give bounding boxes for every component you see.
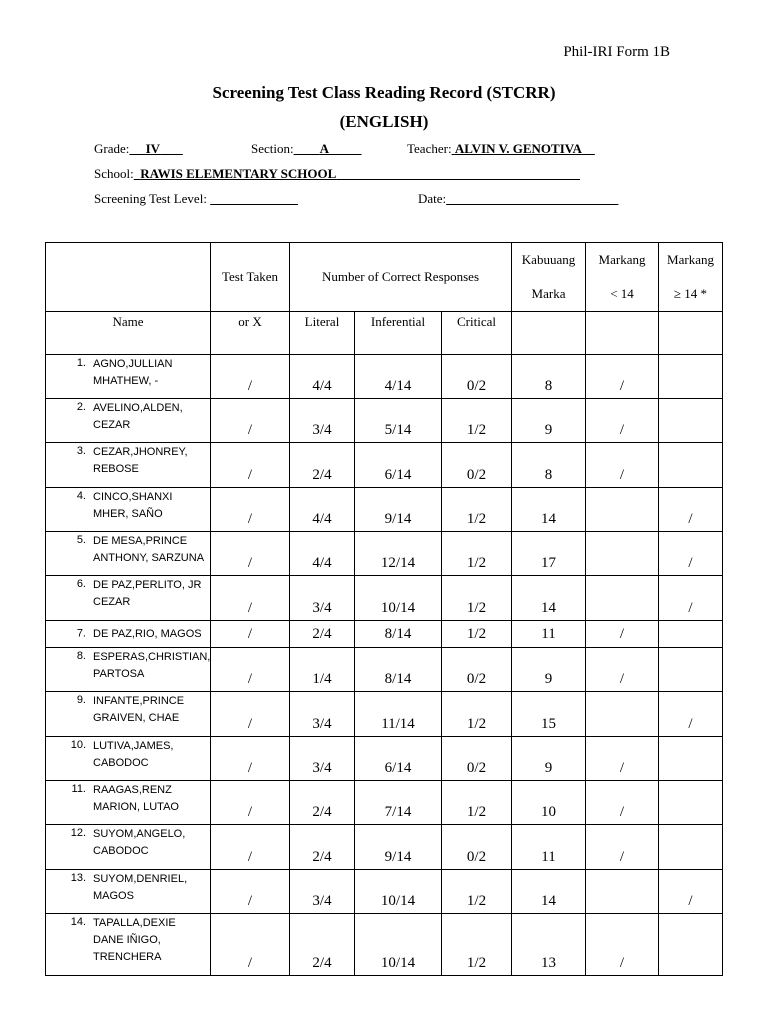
header-test-taken: Test Taken	[211, 243, 290, 312]
header-empty-2	[586, 312, 659, 355]
total-score-cell: 14	[512, 870, 586, 914]
critical-cell: 0/2	[442, 737, 512, 781]
critical-cell: 1/2	[442, 692, 512, 737]
student-name-line: CEZAR	[93, 596, 131, 608]
row-number: 5.	[76, 534, 86, 546]
markang-lt14-cell: /	[586, 355, 659, 399]
student-name-cell	[46, 737, 211, 781]
row-number: 6.	[76, 578, 86, 590]
student-name-cell	[46, 355, 211, 399]
student-name-cell	[46, 914, 211, 976]
student-name-line: TAPALLA,DEXIE	[93, 917, 176, 929]
form-id: Phil-IRI Form 1B	[563, 44, 670, 60]
markang-lt14-cell: /	[586, 914, 659, 976]
total-score-cell: 14	[512, 576, 586, 621]
table-row	[46, 443, 723, 488]
student-name-cell	[46, 532, 211, 576]
critical-cell: 1/2	[442, 576, 512, 621]
test-taken-cell: /	[211, 648, 290, 692]
header-markang-1: Markang	[598, 252, 646, 267]
markang-lt14-cell: /	[586, 781, 659, 825]
student-name-cell	[46, 781, 211, 825]
table-row	[46, 576, 723, 621]
inferential-cell: 12/14	[355, 532, 442, 576]
total-score-cell: 9	[512, 399, 586, 443]
critical-cell: 0/2	[442, 443, 512, 488]
test-taken-cell: /	[211, 443, 290, 488]
section-field	[251, 141, 362, 157]
header-literal: Literal	[290, 312, 355, 355]
row-number: 14.	[70, 916, 86, 928]
markang-ge14-cell	[659, 443, 723, 488]
table-row	[46, 737, 723, 781]
inferential-cell: 10/14	[355, 870, 442, 914]
literal-cell: 3/4	[290, 399, 355, 443]
header-kabuuang-marka	[512, 243, 586, 312]
table-row	[46, 488, 723, 532]
markang-lt14-cell	[586, 870, 659, 914]
student-name-line: INFANTE,PRINCE	[93, 695, 185, 707]
student-name-line: TRENCHERA	[93, 951, 162, 963]
header-ge14: ≥ 14 *	[673, 286, 708, 301]
student-name-line: ESPERAS,CHRISTIAN,	[93, 651, 211, 663]
inferential-cell: 7/14	[355, 781, 442, 825]
test-taken-cell: /	[211, 621, 290, 648]
header-markang-lt14	[586, 243, 659, 312]
grade-field	[94, 141, 183, 157]
literal-cell: 4/4	[290, 355, 355, 399]
student-name-line: ANTHONY, SARZUNA	[93, 552, 205, 564]
header-empty-1	[512, 312, 586, 355]
header-lt14: < 14	[610, 286, 634, 301]
teacher-value: ALVIN V. GENOTIVA	[454, 141, 582, 156]
teacher-label: Teacher:	[407, 141, 452, 156]
critical-cell: 0/2	[442, 825, 512, 870]
total-score-cell: 9	[512, 737, 586, 781]
student-name-line: DE PAZ,RIO, MAGOS	[93, 627, 202, 640]
literal-cell: 3/4	[290, 737, 355, 781]
row-number: 13.	[70, 872, 86, 884]
student-name-line: PARTOSA	[93, 668, 145, 680]
inferential-cell: 6/14	[355, 443, 442, 488]
table-row	[46, 692, 723, 737]
student-name-cell	[46, 648, 211, 692]
test-taken-cell: /	[211, 576, 290, 621]
table-row	[46, 914, 723, 976]
total-score-cell: 8	[512, 355, 586, 399]
markang-lt14-cell: /	[586, 825, 659, 870]
school-value: RAWIS ELEMENTARY SCHOOL	[140, 166, 337, 181]
markang-lt14-cell: /	[586, 621, 659, 648]
student-name-line: MHATHEW, -	[93, 375, 159, 387]
student-name-line: REBOSE	[93, 463, 139, 475]
row-number: 9.	[76, 694, 86, 706]
total-score-cell: 17	[512, 532, 586, 576]
table-row	[46, 648, 723, 692]
markang-lt14-cell	[586, 692, 659, 737]
inferential-cell: 9/14	[355, 488, 442, 532]
literal-cell: 3/4	[290, 576, 355, 621]
inferential-cell: 4/14	[355, 355, 442, 399]
student-name-line: DANE IÑIGO,	[93, 934, 161, 946]
critical-cell: 1/2	[442, 399, 512, 443]
total-score-cell: 8	[512, 443, 586, 488]
test-taken-cell: /	[211, 488, 290, 532]
markang-lt14-cell: /	[586, 443, 659, 488]
critical-cell: 0/2	[442, 355, 512, 399]
critical-cell: 1/2	[442, 621, 512, 648]
critical-cell: 1/2	[442, 870, 512, 914]
table-row	[46, 355, 723, 399]
date-field	[418, 191, 618, 207]
student-name-line: DE PAZ,PERLITO, JR	[93, 579, 202, 591]
total-score-cell: 14	[512, 488, 586, 532]
table-row	[46, 825, 723, 870]
table-row	[46, 621, 723, 648]
critical-cell: 1/2	[442, 914, 512, 976]
header-inferential: Inferential	[355, 312, 442, 355]
markang-lt14-cell	[586, 576, 659, 621]
student-name-cell	[46, 870, 211, 914]
inferential-cell: 6/14	[355, 737, 442, 781]
student-name-line: SUYOM,ANGELO,	[93, 828, 186, 840]
markang-ge14-cell: /	[659, 532, 723, 576]
markang-ge14-cell: /	[659, 488, 723, 532]
student-name-line: CABODOC	[93, 845, 149, 857]
markang-ge14-cell: /	[659, 692, 723, 737]
row-number: 12.	[70, 827, 86, 839]
student-name-cell	[46, 399, 211, 443]
literal-cell: 1/4	[290, 648, 355, 692]
test-taken-cell: /	[211, 781, 290, 825]
section-value: A	[319, 141, 329, 156]
student-name-line: MHER, SAÑO	[93, 508, 163, 520]
teacher-field	[407, 141, 595, 157]
total-score-cell: 11	[512, 825, 586, 870]
total-score-cell: 15	[512, 692, 586, 737]
row-number: 8.	[76, 650, 86, 662]
markang-ge14-cell	[659, 355, 723, 399]
row-number: 3.	[76, 445, 86, 457]
inferential-cell: 10/14	[355, 914, 442, 976]
literal-cell: 4/4	[290, 532, 355, 576]
literal-cell: 2/4	[290, 914, 355, 976]
reading-record-table	[45, 242, 723, 976]
section-label: Section:	[251, 141, 294, 156]
markang-ge14-cell	[659, 781, 723, 825]
markang-ge14-cell	[659, 825, 723, 870]
page-subtitle: (ENGLISH)	[339, 112, 429, 131]
student-name-cell	[46, 488, 211, 532]
header-blank	[46, 243, 211, 312]
markang-ge14-cell	[659, 737, 723, 781]
header-markang-2: Markang	[667, 252, 714, 267]
header-name: Name	[46, 312, 211, 355]
markang-lt14-cell	[586, 488, 659, 532]
header-empty-3	[659, 312, 723, 355]
total-score-cell: 9	[512, 648, 586, 692]
test-taken-cell: /	[211, 825, 290, 870]
student-name-cell	[46, 825, 211, 870]
header-or-x: or X	[211, 312, 290, 355]
grade-value: IV	[145, 141, 161, 156]
student-name-line: CEZAR,JHONREY,	[93, 446, 188, 458]
table-row	[46, 870, 723, 914]
test-taken-cell: /	[211, 914, 290, 976]
student-name-cell	[46, 621, 211, 648]
markang-lt14-cell: /	[586, 648, 659, 692]
table-row	[46, 532, 723, 576]
markang-ge14-cell	[659, 621, 723, 648]
inferential-cell: 10/14	[355, 576, 442, 621]
test-taken-cell: /	[211, 532, 290, 576]
level-label: Screening Test Level:	[94, 191, 207, 206]
critical-cell: 1/2	[442, 488, 512, 532]
row-number: 10.	[70, 739, 86, 751]
test-taken-cell: /	[211, 355, 290, 399]
inferential-cell: 11/14	[355, 692, 442, 737]
total-score-cell: 13	[512, 914, 586, 976]
literal-cell: 2/4	[290, 621, 355, 648]
row-number: 2.	[76, 401, 86, 413]
student-name-line: SUYOM,DENRIEL,	[93, 873, 188, 885]
header-kabuuang: Kabuuang	[521, 252, 576, 267]
header-row-2	[46, 312, 723, 355]
student-name-line: GRAIVEN, CHAE	[93, 712, 180, 724]
student-name-line: CEZAR	[93, 419, 131, 431]
student-name-line: CINCO,SHANXI	[93, 491, 173, 503]
total-score-cell: 11	[512, 621, 586, 648]
markang-ge14-cell	[659, 914, 723, 976]
literal-cell: 2/4	[290, 443, 355, 488]
markang-ge14-cell	[659, 648, 723, 692]
student-name-line: LUTIVA,JAMES,	[93, 740, 174, 752]
student-name-cell	[46, 443, 211, 488]
test-taken-cell: /	[211, 737, 290, 781]
row-number: 1.	[76, 357, 86, 369]
literal-cell: 2/4	[290, 781, 355, 825]
student-name-line: DE MESA,PRINCE	[93, 535, 188, 547]
student-name-cell	[46, 576, 211, 621]
critical-cell: 0/2	[442, 648, 512, 692]
total-score-cell: 10	[512, 781, 586, 825]
markang-ge14-cell: /	[659, 870, 723, 914]
level-field	[94, 191, 298, 207]
student-name-line: AVELINO,ALDEN,	[93, 402, 183, 414]
row-number: 7.	[76, 627, 86, 640]
literal-cell: 3/4	[290, 692, 355, 737]
student-name-line: RAAGAS,RENZ	[93, 784, 172, 796]
table-row	[46, 399, 723, 443]
student-name-line: AGNO,JULLIAN	[93, 358, 173, 370]
test-taken-cell: /	[211, 399, 290, 443]
inferential-cell: 8/14	[355, 648, 442, 692]
literal-cell: 4/4	[290, 488, 355, 532]
inferential-cell: 9/14	[355, 825, 442, 870]
header-markang-ge14	[659, 243, 723, 312]
page-title: Screening Test Class Reading Record (STCRR)	[212, 83, 556, 102]
date-label: Date:	[418, 191, 447, 206]
critical-cell: 1/2	[442, 781, 512, 825]
literal-cell: 3/4	[290, 870, 355, 914]
markang-ge14-cell: /	[659, 576, 723, 621]
markang-lt14-cell: /	[586, 399, 659, 443]
student-name-line: CABODOC	[93, 757, 149, 769]
inferential-cell: 5/14	[355, 399, 442, 443]
header-marka: Marka	[531, 286, 566, 301]
header-row-1	[46, 243, 723, 312]
inferential-cell: 8/14	[355, 621, 442, 648]
school-label: School:	[94, 166, 134, 181]
markang-lt14-cell: /	[586, 737, 659, 781]
critical-cell: 1/2	[442, 532, 512, 576]
header-critical: Critical	[442, 312, 512, 355]
markang-lt14-cell	[586, 532, 659, 576]
grade-label: Grade:	[94, 141, 130, 156]
row-number: 11.	[71, 783, 86, 795]
school-field	[94, 166, 580, 182]
literal-cell: 2/4	[290, 825, 355, 870]
test-taken-cell: /	[211, 870, 290, 914]
student-name-line: MAGOS	[93, 890, 134, 902]
student-name-line: MARION, LUTAO	[93, 801, 179, 813]
header-correct-responses: Number of Correct Responses	[290, 243, 512, 312]
table-row	[46, 781, 723, 825]
student-name-cell	[46, 692, 211, 737]
row-number: 4.	[76, 490, 86, 502]
test-taken-cell: /	[211, 692, 290, 737]
markang-ge14-cell	[659, 399, 723, 443]
